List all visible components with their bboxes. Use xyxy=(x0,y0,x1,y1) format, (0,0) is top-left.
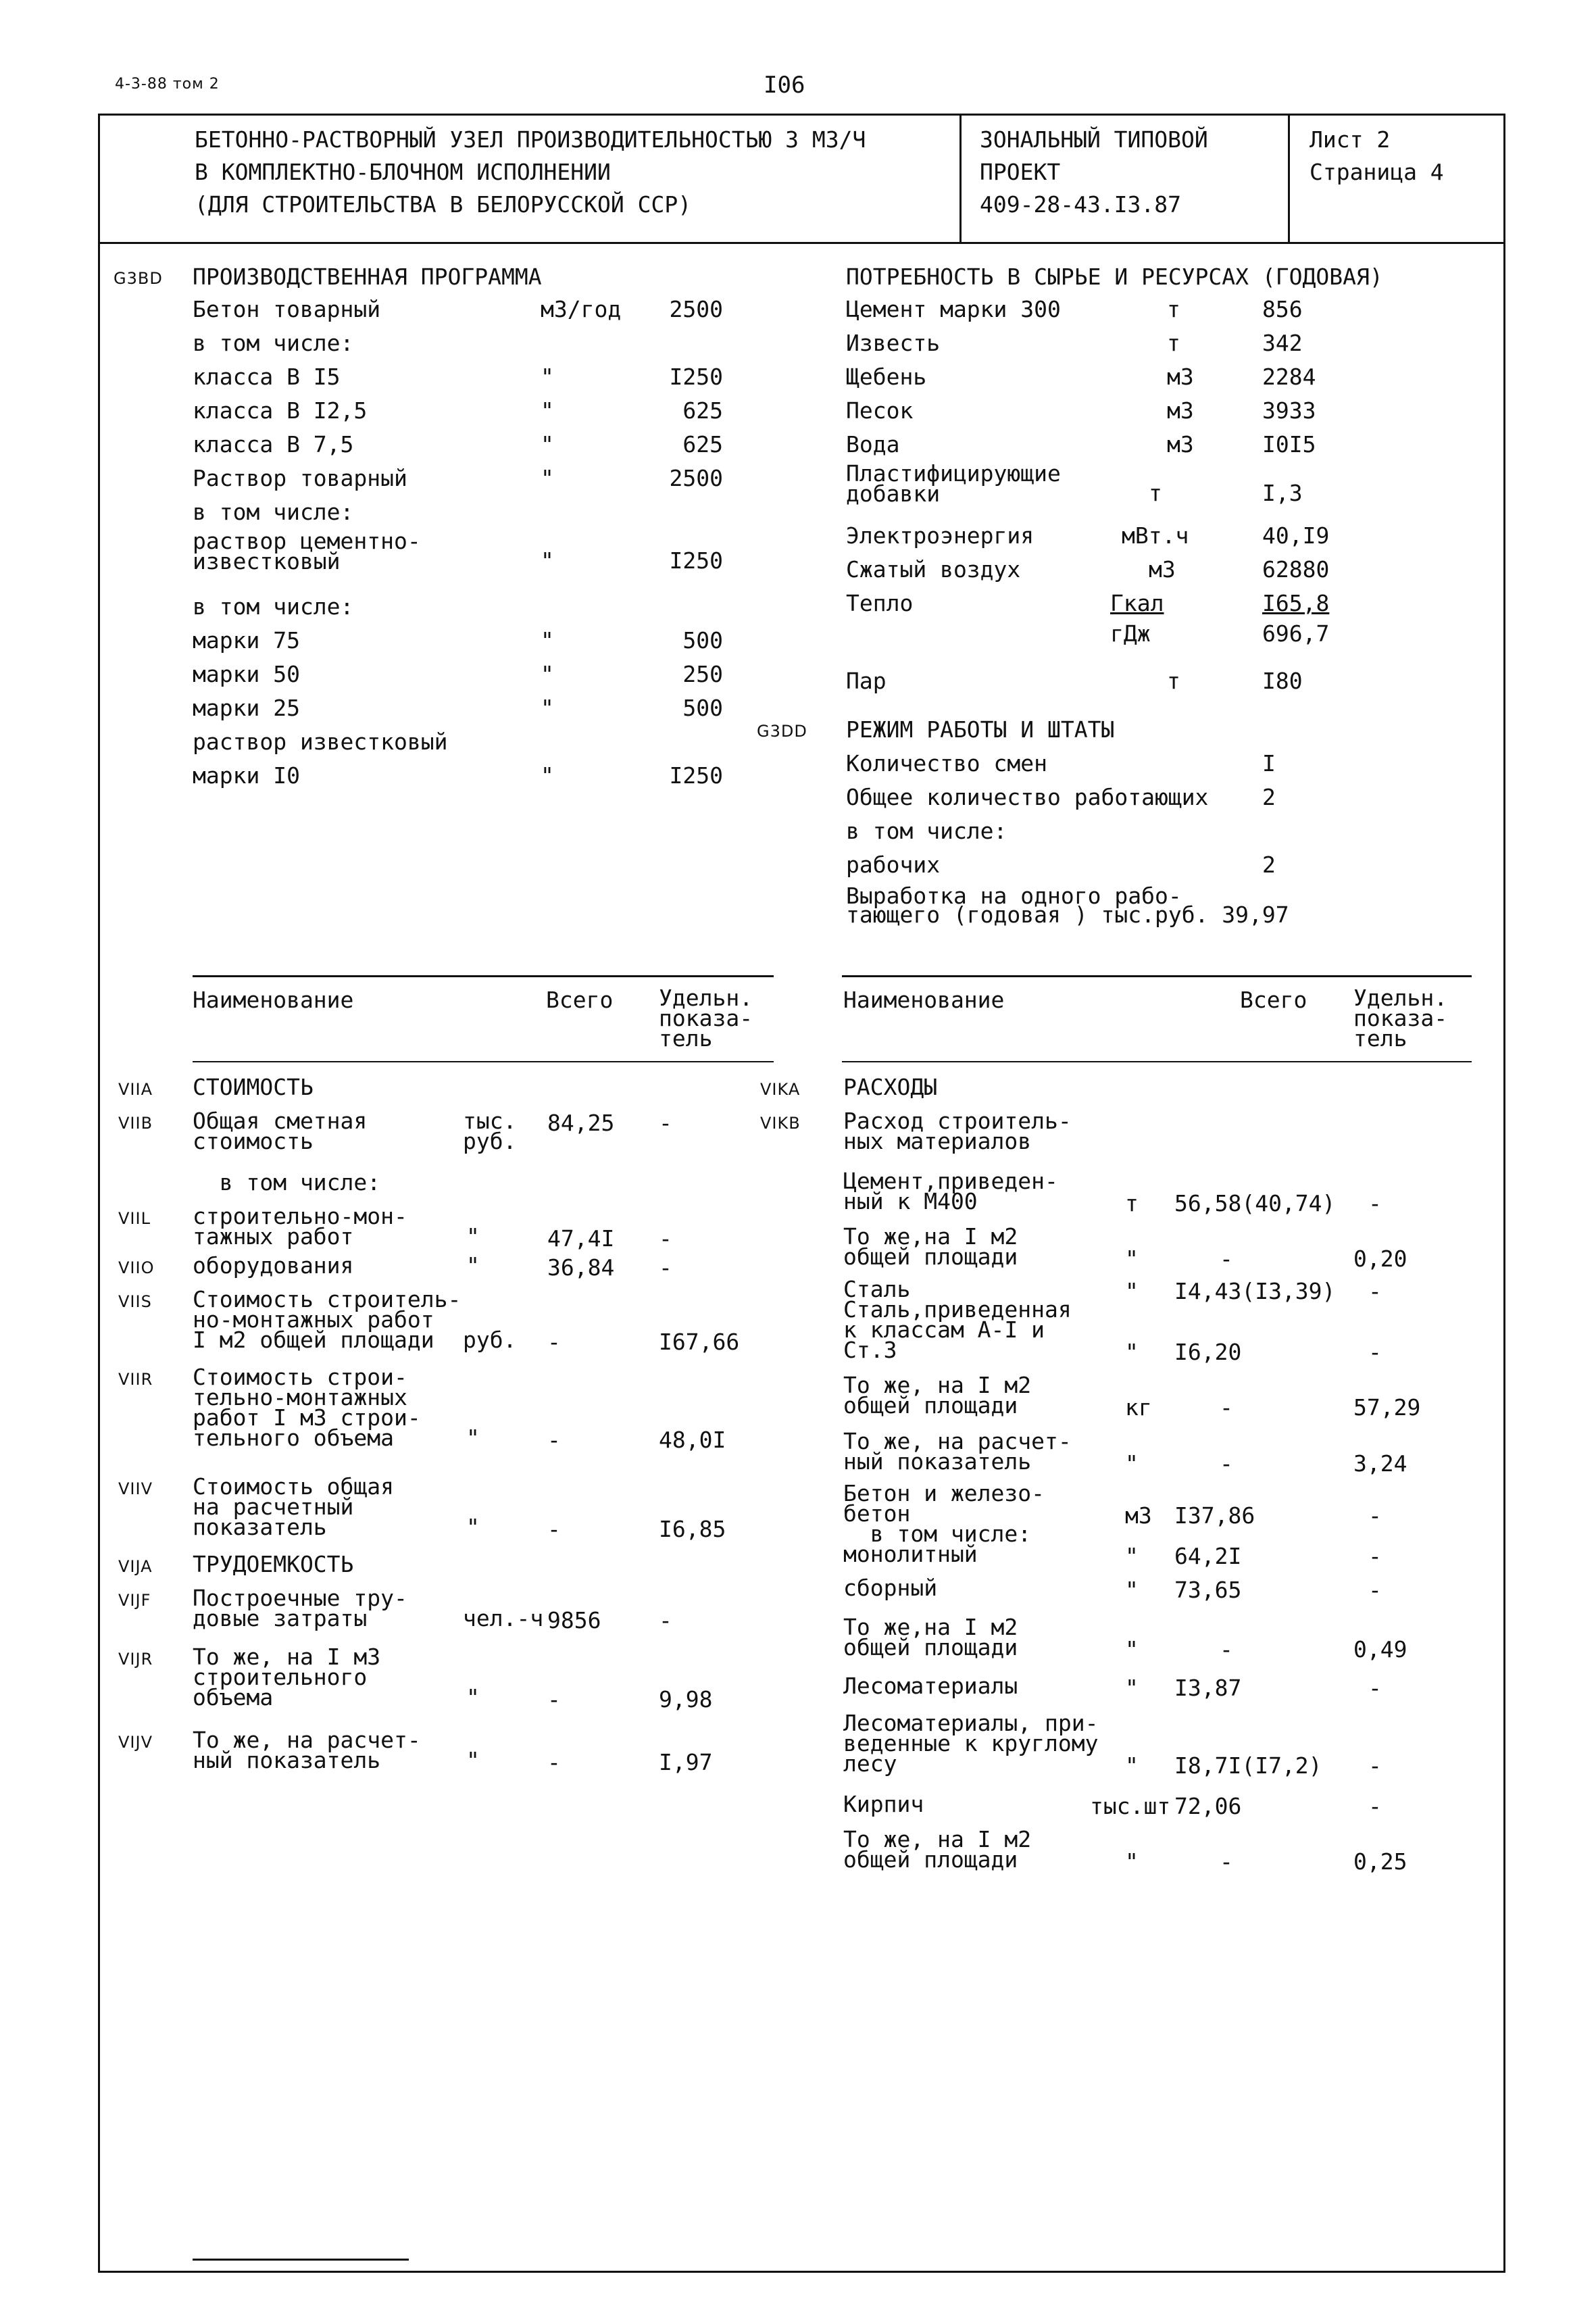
expense-row-name: То же,на I м2 общей площади xyxy=(843,1614,1018,1660)
expense-row-specific: - xyxy=(1368,1278,1382,1304)
expense-row-name: То же, на расчет- ный показатель xyxy=(843,1428,1072,1475)
expense-row-total: I8,7I(I7,2) xyxy=(1174,1752,1322,1779)
resource-item-value: 856 xyxy=(1262,296,1303,322)
cost-row-unit: " xyxy=(466,1425,480,1451)
cost-row-name: Стоимость общая на расчетный показатель xyxy=(193,1473,395,1540)
title-line-2: В КОМПЛЕКТНО-БЛОЧНОМ ИСПОЛНЕНИИ xyxy=(195,159,611,185)
expense-row-total: I4,43(I3,39) xyxy=(1174,1278,1336,1304)
cost-row-code: VIJR xyxy=(118,1650,153,1669)
cost-row-code: VIIA xyxy=(118,1080,153,1099)
expense-row-specific: - xyxy=(1368,1543,1382,1569)
cost-row-code: VIJV xyxy=(118,1733,153,1752)
cost-row-code: VIIS xyxy=(118,1292,152,1311)
expense-row-code: VIKB xyxy=(760,1114,801,1133)
title-block xyxy=(98,114,1505,244)
production-item-name: раствор известковый xyxy=(193,729,448,755)
expense-row-total: - xyxy=(1220,1636,1233,1663)
cost-row-specific: - xyxy=(659,1225,672,1252)
resource-item-value: 342 xyxy=(1262,330,1303,356)
cost-row-name: в том числе: xyxy=(193,1169,381,1196)
expense-row-name: РАСХОДЫ xyxy=(843,1074,938,1100)
cost-row-specific: I6,85 xyxy=(659,1516,726,1542)
project-label: ПРОЕКТ xyxy=(980,159,1061,185)
production-item-value: I250 xyxy=(669,762,723,789)
cost-row-specific: I67,66 xyxy=(659,1329,740,1355)
expense-row-name: Цемент,приведен- ный к М400 xyxy=(843,1168,1058,1214)
resources-title: ПОТРЕБНОСТЬ В СЫРЬЕ И РЕСУРСАХ (ГОДОВАЯ) xyxy=(846,264,1383,290)
cost-row-unit: " xyxy=(466,1684,480,1710)
expense-row-specific: 0,25 xyxy=(1353,1848,1407,1875)
expense-row-specific: - xyxy=(1368,1752,1382,1779)
expense-row-specific: 3,24 xyxy=(1353,1450,1407,1477)
expense-row-total: I37,86 xyxy=(1174,1502,1255,1529)
production-item-name: раствор цементно- известковый xyxy=(193,528,421,574)
cost-row-total: 9856 xyxy=(547,1607,601,1633)
expense-row-name: То же, на I м2 общей площади xyxy=(843,1372,1032,1419)
staff-code: G3DD xyxy=(757,722,807,741)
output-line-2: тающего (годовая ) тыс.руб. 39,97 xyxy=(846,902,1289,928)
cost-row-name: Общая сметная стоимость xyxy=(193,1108,368,1154)
cost-row-specific: 9,98 xyxy=(659,1686,713,1713)
expense-row-code: VIKA xyxy=(760,1080,801,1099)
cost-table-top-rule xyxy=(193,975,774,977)
resource-item-value: 2284 xyxy=(1262,364,1316,390)
title-line-1: БЕТОННО-РАСТВОРНЫЙ УЗЕЛ ПРОИЗВОДИТЕЛЬНОСТЬЮ 3 М3/Ч xyxy=(195,126,866,153)
expense-row-total: - xyxy=(1220,1394,1233,1421)
cost-row-name: строительно-мон- тажных работ xyxy=(193,1203,407,1250)
cost-row-name: СТОИМОСТЬ xyxy=(193,1074,314,1100)
production-item-name: Раствор товарный xyxy=(193,465,407,491)
resource-item-name: Щебень xyxy=(846,364,927,390)
cost-row-specific: I,97 xyxy=(659,1749,713,1775)
resource-item-value: 62880 xyxy=(1262,556,1330,583)
resource-item-unit: т xyxy=(1149,480,1162,506)
staff-item-name: рабочих xyxy=(846,852,941,878)
doc-ref: 4-3-88 том 2 xyxy=(115,76,220,93)
resource-item-name: Известь xyxy=(846,330,941,356)
production-item-unit: " xyxy=(541,627,554,654)
cost-header-name: Наименование xyxy=(193,987,354,1013)
expense-row-unit: " xyxy=(1125,1577,1139,1603)
cost-row-unit: " xyxy=(466,1514,480,1540)
cost-row-total: - xyxy=(547,1427,561,1453)
resource-item-unit: мВт.ч xyxy=(1122,522,1189,549)
staff-title: РЕЖИМ РАБОТЫ И ШТАТЫ xyxy=(846,716,1115,743)
title-line-3: (ДЛЯ СТРОИТЕЛЬСТВА В БЕЛОРУССКОЙ ССР) xyxy=(195,191,692,218)
cost-row-specific: 48,0I xyxy=(659,1427,726,1453)
expense-row-unit: " xyxy=(1125,1675,1139,1701)
cost-row-code: VIIO xyxy=(118,1258,155,1277)
production-item-name: марки 50 xyxy=(193,661,300,687)
cost-row-unit: руб. xyxy=(463,1327,517,1353)
cost-row-specific: - xyxy=(659,1254,672,1281)
cost-row-name: Построечные тру- довые затраты xyxy=(193,1585,407,1631)
expense-row-name: Бетон и железо- бетон xyxy=(843,1480,1045,1527)
expense-row-unit: т xyxy=(1125,1190,1139,1216)
expense-row-specific: - xyxy=(1368,1339,1382,1365)
production-item-unit: " xyxy=(541,465,554,491)
production-item-unit: " xyxy=(541,397,554,424)
production-item-unit: " xyxy=(541,547,554,574)
output-line-1: Выработка на одного рабо- xyxy=(846,883,1182,909)
expense-row-specific: - xyxy=(1368,1502,1382,1529)
expense-row-total: 72,06 xyxy=(1174,1793,1242,1819)
expense-table-top-rule xyxy=(842,975,1472,977)
resource-item-value: I,3 xyxy=(1262,480,1303,506)
expense-row-name: Кирпич xyxy=(843,1791,924,1817)
cost-row-total: 47,4I xyxy=(547,1225,615,1252)
production-item-unit: " xyxy=(541,661,554,687)
sheet-label: Лист 2 xyxy=(1310,126,1391,153)
production-item-value: 2500 xyxy=(669,465,723,491)
cost-row-unit: тыс. руб. xyxy=(463,1108,517,1154)
resource-item-unit: м3 xyxy=(1167,431,1194,458)
cost-row-name: То же, на расчет- ный показатель xyxy=(193,1727,421,1773)
cost-row-unit: чел.-ч xyxy=(463,1605,544,1631)
bottom-stub-rule xyxy=(193,2259,409,2261)
production-item-unit: " xyxy=(541,695,554,721)
cost-table-header-rule xyxy=(193,1061,774,1062)
resource-item-name: Сжатый воздух xyxy=(846,556,1021,583)
expense-row-name: в том числе: монолитный xyxy=(843,1521,1032,1567)
expense-row-name: Лесоматериалы, при- веденные к круглому лесу xyxy=(843,1710,1099,1777)
production-item-value: 625 xyxy=(682,397,723,424)
expense-row-unit: " xyxy=(1125,1278,1139,1304)
resource-item-unit: т xyxy=(1167,668,1180,694)
resource-item-unit: т xyxy=(1167,330,1180,356)
production-item-name: марки 25 xyxy=(193,695,300,721)
resource-item-name: Пар xyxy=(846,668,887,694)
cost-row-total: - xyxy=(547,1686,561,1713)
expense-row-unit: " xyxy=(1125,1636,1139,1663)
production-item-value: I250 xyxy=(669,547,723,574)
resource-item-unit: м3 xyxy=(1167,397,1194,424)
project-type: ЗОНАЛЬНЫЙ ТИПОВОЙ xyxy=(980,126,1208,153)
cost-header-specific: Удельн. показа- тель xyxy=(659,985,753,1052)
resource-item-value: 696,7 xyxy=(1262,620,1330,647)
expense-header-total: Всего xyxy=(1240,987,1307,1013)
resource-item-unit: гДж xyxy=(1110,620,1151,647)
cost-row-name: Стоимость строитель- но-монтажных работ I м2 общей площади xyxy=(193,1286,462,1353)
expense-row-unit: кг xyxy=(1125,1394,1152,1421)
expense-row-specific: - xyxy=(1368,1793,1382,1819)
resource-item-unit: Гкал xyxy=(1110,590,1164,616)
cost-row-code: VIIB xyxy=(118,1114,153,1133)
production-item-value: 500 xyxy=(682,627,723,654)
resource-item-name: Песок xyxy=(846,397,914,424)
cost-row-specific: - xyxy=(659,1607,672,1633)
staff-item-name: в том числе: xyxy=(846,818,1007,844)
resource-item-name: Вода xyxy=(846,431,900,458)
cost-row-name: То же, на I м3 строительного объема xyxy=(193,1644,381,1710)
production-item-name: класса В 7,5 xyxy=(193,431,354,458)
cost-row-total: - xyxy=(547,1329,561,1355)
expense-header-name: Наименование xyxy=(843,987,1005,1013)
staff-item-name: Количество смен xyxy=(846,750,1048,777)
cost-row-specific: - xyxy=(659,1110,672,1136)
production-item-name: в том числе: xyxy=(193,499,354,525)
expense-header-specific: Удельн. показа- тель xyxy=(1353,985,1448,1052)
expense-row-name: сборный xyxy=(843,1575,938,1601)
production-item-unit: " xyxy=(541,364,554,390)
cost-row-code: VIIV xyxy=(118,1479,153,1498)
production-title: ПРОИЗВОДСТВЕННАЯ ПРОГРАММА xyxy=(193,264,542,290)
resource-item-value: 40,I9 xyxy=(1262,522,1330,549)
expense-row-name: То же, на I м2 общей площади xyxy=(843,1826,1032,1873)
resource-item-value: I80 xyxy=(1262,668,1303,694)
cost-row-code: VIIR xyxy=(118,1370,153,1389)
resource-item-value: I65,8 xyxy=(1262,590,1330,616)
resource-item-unit: м3 xyxy=(1149,556,1176,583)
expense-row-name: Расход строитель- ных материалов xyxy=(843,1108,1072,1154)
expense-row-unit: " xyxy=(1125,1339,1139,1365)
expense-row-specific: - xyxy=(1368,1577,1382,1603)
production-item-value: 2500 xyxy=(669,296,723,322)
expense-row-unit: " xyxy=(1125,1752,1139,1779)
cost-row-unit: " xyxy=(466,1747,480,1773)
expense-row-name: Сталь xyxy=(843,1276,911,1302)
expense-row-total: 73,65 xyxy=(1174,1577,1242,1603)
production-item-value: 625 xyxy=(682,431,723,458)
resource-item-name: Электроэнергия xyxy=(846,522,1034,549)
resource-item-unit: м3 xyxy=(1167,364,1194,390)
expense-row-specific: - xyxy=(1368,1190,1382,1216)
expense-row-name: Лесоматериалы xyxy=(843,1673,1018,1699)
staff-item-name: Общее количество работающих xyxy=(846,784,1209,810)
expense-table-header-rule xyxy=(842,1061,1472,1062)
resource-item-unit: т xyxy=(1167,296,1180,322)
cost-header-total: Всего xyxy=(546,987,614,1013)
production-item-unit: м3/год xyxy=(541,296,622,322)
cost-row-name: оборудования xyxy=(193,1252,354,1279)
cost-row-total: 84,25 xyxy=(547,1110,615,1136)
resource-item-name: Тепло xyxy=(846,590,914,616)
cost-row-code: VIJF xyxy=(118,1591,151,1610)
staff-item-value: 2 xyxy=(1262,852,1276,878)
expense-row-unit: " xyxy=(1125,1246,1139,1272)
staff-item-value: I xyxy=(1262,750,1276,777)
cost-row-code: VIJA xyxy=(118,1557,153,1576)
expense-row-unit: " xyxy=(1125,1848,1139,1875)
expense-row-unit: м3 xyxy=(1125,1502,1152,1529)
expense-row-name: То же,на I м2 общей площади xyxy=(843,1223,1018,1270)
cost-row-total: 36,84 xyxy=(547,1254,615,1281)
production-item-value: 500 xyxy=(682,695,723,721)
cost-row-unit: " xyxy=(466,1252,480,1279)
production-item-value: I250 xyxy=(669,364,723,390)
production-item-unit: " xyxy=(541,762,554,789)
production-item-name: в том числе: xyxy=(193,593,354,620)
production-item-name: марки I0 xyxy=(193,762,300,789)
resource-item-value: 3933 xyxy=(1262,397,1316,424)
expense-row-total: - xyxy=(1220,1450,1233,1477)
expense-row-specific: - xyxy=(1368,1675,1382,1701)
expense-row-name: Сталь,приведенная к классам А-I и Ст.3 xyxy=(843,1296,1072,1363)
expense-row-specific: 57,29 xyxy=(1353,1394,1421,1421)
resource-item-value: I0I5 xyxy=(1262,431,1316,458)
expense-row-specific: 0,20 xyxy=(1353,1246,1407,1272)
expense-row-unit: тыс.шт xyxy=(1090,1793,1171,1819)
production-item-name: марки 75 xyxy=(193,627,300,654)
expense-row-total: I6,20 xyxy=(1174,1339,1242,1365)
cost-row-name: Стоимость строи- тельно-монтажных работ I м3 строи- тельного объема xyxy=(193,1364,421,1451)
cost-row-name: ТРУДОЕМКОСТЬ xyxy=(193,1551,354,1577)
page-label: Страница 4 xyxy=(1310,159,1444,185)
expense-row-unit: " xyxy=(1125,1543,1139,1569)
expense-row-specific: 0,49 xyxy=(1353,1636,1407,1663)
production-item-unit: " xyxy=(541,431,554,458)
staff-item-value: 2 xyxy=(1262,784,1276,810)
resource-item-name: Пластифицирующие добавки xyxy=(846,460,1061,507)
expense-row-total: 56,58(40,74) xyxy=(1174,1190,1336,1216)
production-item-name: класса В I5 xyxy=(193,364,341,390)
cost-row-total: - xyxy=(547,1749,561,1775)
resource-item-name: Цемент марки 300 xyxy=(846,296,1061,322)
production-code: G3BD xyxy=(114,269,163,288)
cost-row-code: VIIL xyxy=(118,1209,151,1228)
production-item-name: Бетон товарный xyxy=(193,296,381,322)
page-number: I06 xyxy=(764,72,805,99)
project-number: 409-28-43.I3.87 xyxy=(980,191,1182,218)
production-item-value: 250 xyxy=(682,661,723,687)
cost-row-unit: " xyxy=(466,1223,480,1250)
production-item-name: класса В I2,5 xyxy=(193,397,368,424)
expense-row-total: - xyxy=(1220,1246,1233,1272)
expense-row-total: I3,87 xyxy=(1174,1675,1242,1701)
expense-row-unit: " xyxy=(1125,1450,1139,1477)
expense-row-total: - xyxy=(1220,1848,1233,1875)
production-item-name: в том числе: xyxy=(193,330,354,356)
expense-row-total: 64,2I xyxy=(1174,1543,1242,1569)
cost-row-total: - xyxy=(547,1516,561,1542)
